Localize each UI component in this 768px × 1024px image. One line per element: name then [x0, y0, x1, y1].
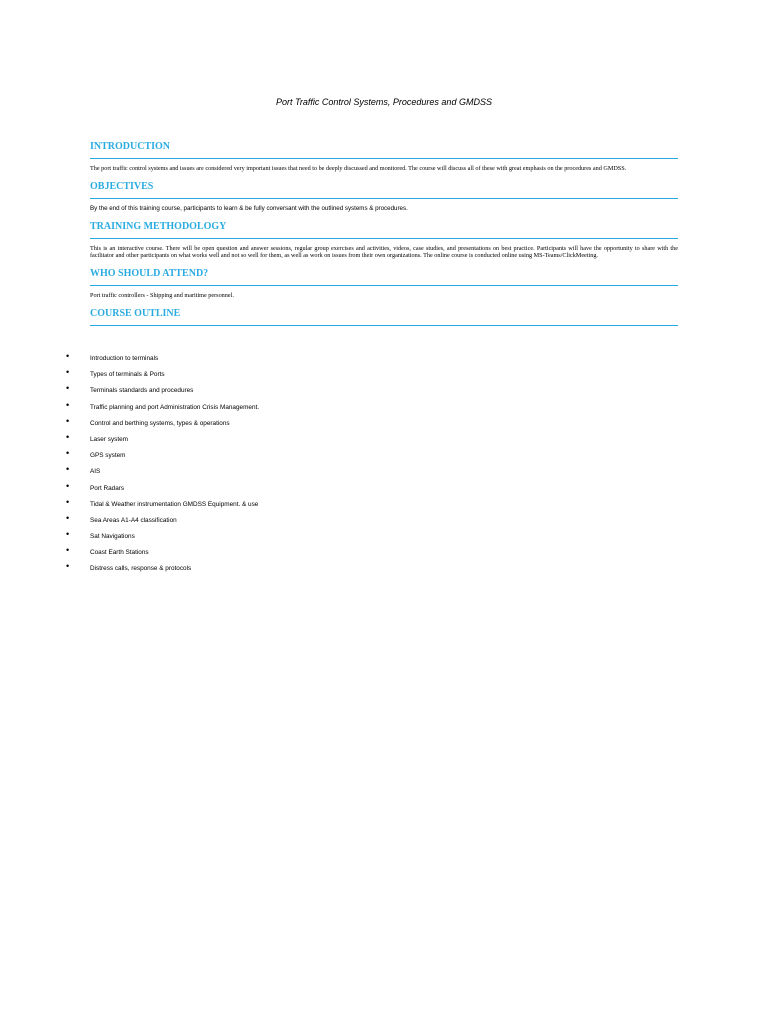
bullet-icon: • [66, 448, 70, 459]
introduction-heading: INTRODUCTION [90, 140, 678, 159]
bullet-icon: • [66, 529, 70, 540]
list-item [0, 417, 768, 433]
list-item [0, 433, 768, 449]
list-item-text: Port Radars [90, 484, 125, 492]
bullet-icon: • [66, 367, 70, 378]
bullet-icon: • [66, 431, 70, 442]
bullet-icon: • [66, 351, 70, 361]
objectives-text: By the end of this training course, participants to learn & be fully conversant with the outlined systems & procedures. [90, 205, 408, 212]
objectives-heading: OBJECTIVES [90, 180, 678, 199]
list-item [0, 401, 768, 417]
list-item-text: Types of terminals & Ports [90, 371, 165, 379]
list-item [0, 514, 768, 530]
list-item [0, 465, 768, 481]
list-item-text: Introduction to terminals [90, 355, 159, 362]
list-item [0, 352, 768, 368]
list-item-text: Coast Earth Stations [90, 549, 149, 557]
bullet-icon: • [66, 512, 70, 523]
introduction-text: The port traffic control systems and issues are considered very important issues that need to be deeply discussed and monitored. The course will discuss all of these with great emphasis on the procedures and GMDSS. [90, 165, 627, 172]
list-item [0, 562, 768, 578]
list-item [0, 482, 768, 498]
list-item [0, 384, 768, 400]
list-item-text: Laser system [90, 435, 129, 443]
training-methodology-text: This is an interactive course. There will be open question and answer sessions, regular group exercises and activities, videos, case studies, and presentations on best practice. Participants will have the opportunity to share with the facilitator and other participants on what works well and not so well for them, as well as work on issues from their own organizations. The online course is conducted online using MS-Teams/ClickMeeting. [90, 245, 678, 259]
who-should-attend-heading: WHO SHOULD ATTEND? [90, 267, 678, 286]
bullet-icon: • [66, 496, 70, 507]
course-outline-heading: COURSE OUTLINE [90, 307, 678, 326]
list-item [0, 530, 768, 546]
list-item [0, 449, 768, 465]
list-item-text: GPS system [90, 452, 126, 460]
document-body [90, 140, 678, 326]
bullet-icon: • [66, 480, 70, 491]
list-item-text: Tidal & Weather instrumentation GMDSS Equipment. & use [90, 500, 259, 508]
list-item-text: Control and berthing systems, types & operations [90, 419, 230, 427]
list-item-text: AIS [90, 468, 101, 476]
bullet-icon: • [66, 545, 70, 556]
list-item-text: Traffic planning and port Administration Crisis Management. [90, 403, 260, 411]
list-item [0, 498, 768, 514]
training-methodology-heading: TRAINING METHODOLOGY [90, 220, 678, 239]
bullet-icon: • [66, 383, 70, 394]
list-item [0, 368, 768, 384]
bullet-icon: • [66, 561, 70, 572]
bullet-icon: • [66, 464, 70, 475]
list-item [0, 546, 768, 562]
list-item-text: Distress calls, response & protocols [90, 565, 192, 573]
document-title: Port Traffic Control Systems, Procedures and GMDSS [276, 97, 492, 107]
who-should-attend-text: Port traffic controllers - Shipping and maritime personnel. [90, 292, 234, 299]
bullet-icon: • [66, 415, 70, 426]
course-outline-list [0, 352, 768, 579]
bullet-icon: • [66, 399, 70, 410]
list-item-text: Sea Areas A1-A4 classification [90, 516, 177, 524]
list-item-text: Terminals standards and procedures [90, 387, 194, 395]
list-item-text: Sat Navigations [90, 533, 135, 541]
